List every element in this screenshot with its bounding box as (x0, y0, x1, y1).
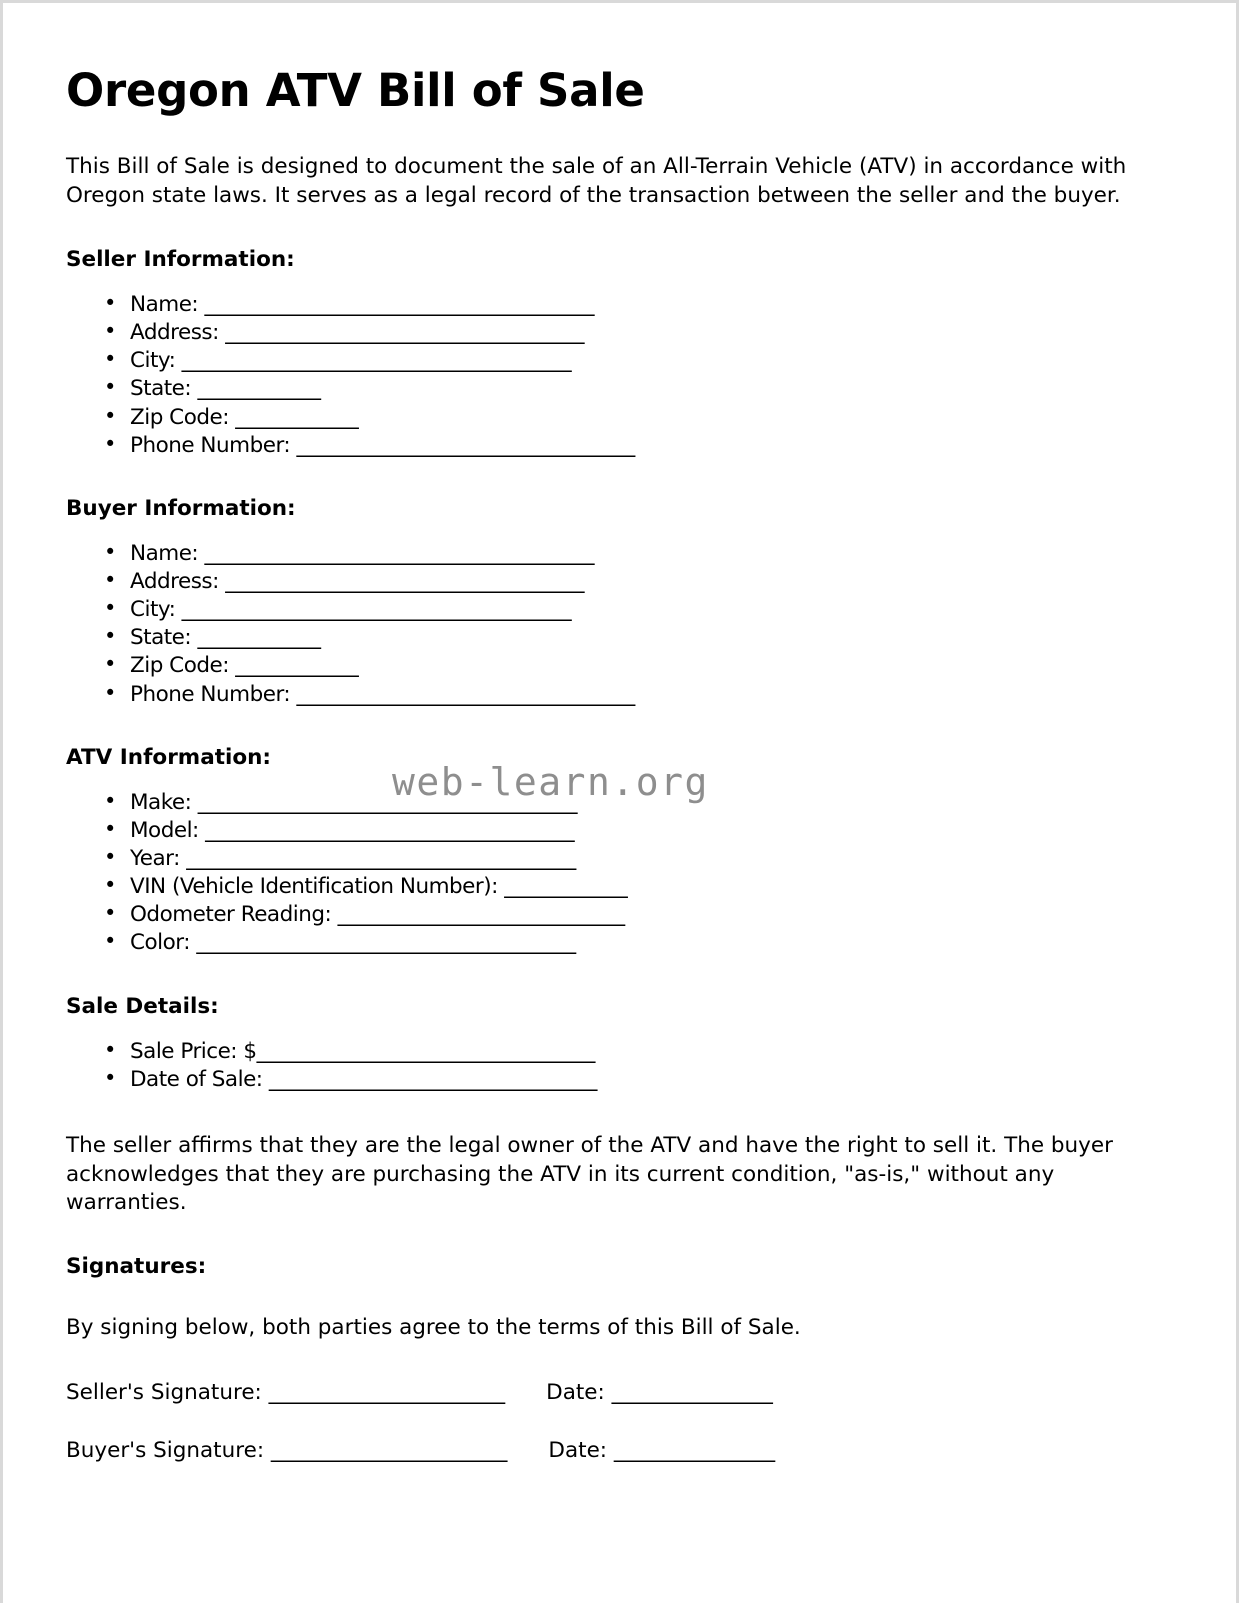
buyer-field-zip: Zip Code: ____________ (130, 653, 359, 679)
buyer-field-name: Name: ______________________________________ (130, 540, 595, 566)
sale-field-price: Sale Price: $_________________________________ (130, 1038, 595, 1064)
list-item (104, 319, 1146, 347)
section-heading-sale-details: Sale Details: (66, 993, 219, 1019)
list-item (104, 291, 1146, 319)
buyer-field-phone: Phone Number: _________________________________ (130, 681, 635, 707)
watermark: web-learn.org (392, 760, 709, 804)
list-item (104, 596, 1146, 624)
buyer-field-address: Address: ___________________________________ (130, 568, 584, 594)
list-item (104, 624, 1146, 652)
list-item (104, 652, 1146, 680)
seller-field-state: State: ____________ (130, 376, 321, 402)
section-heading-seller: Seller Information: (66, 246, 295, 272)
buyer-signature-line: Buyer's Signature: ______________________ Date: _______________ (66, 1437, 776, 1463)
list-item (104, 1066, 1146, 1094)
list-item (104, 432, 1146, 460)
atv-field-make: Make: _____________________________________ (130, 789, 577, 815)
seller-field-list (66, 291, 1146, 460)
seller-field-zip: Zip Code: ____________ (130, 404, 359, 430)
seller-field-city: City: ______________________________________ (130, 348, 572, 374)
page-title: Oregon ATV Bill of Sale (66, 64, 645, 117)
section-heading-signatures: Signatures: (66, 1254, 207, 1280)
atv-field-color: Color: _____________________________________ (130, 930, 576, 956)
atv-field-year: Year: ______________________________________ (130, 845, 576, 871)
page-edge-left (0, 0, 3, 1603)
buyer-field-list (66, 540, 1146, 709)
list-item (104, 929, 1146, 957)
atv-field-model: Model: ____________________________________ (130, 817, 575, 843)
list-item (104, 347, 1146, 375)
list-item (104, 568, 1146, 596)
list-item (104, 873, 1146, 901)
page-edge-top (0, 0, 1239, 3)
list-item (104, 681, 1146, 709)
section-heading-buyer: Buyer Information: (66, 495, 296, 521)
section-heading-atv: ATV Information: (66, 744, 272, 770)
seller-field-name: Name: ______________________________________ (130, 291, 595, 317)
list-item (104, 1038, 1146, 1066)
list-item (104, 375, 1146, 403)
list-item (104, 404, 1146, 432)
list-item (104, 817, 1146, 845)
sale-field-date: Date of Sale: ________________________________ (130, 1066, 597, 1092)
affirmation-paragraph: The seller affirms that they are the legal owner of the ATV and have the right to sell it. The buyer acknowledges that they are purchasing the ATV in its current condition, "as-is," without any warranties. (66, 1132, 1113, 1216)
list-item (104, 845, 1146, 873)
buyer-field-state: State: ____________ (130, 625, 321, 651)
buyer-field-city: City: ______________________________________ (130, 597, 572, 623)
seller-field-address: Address: ___________________________________ (130, 320, 584, 346)
signing-note: By signing below, both parties agree to the terms of this Bill of Sale. (66, 1315, 801, 1341)
intro-paragraph: This Bill of Sale is designed to document the sale of an All-Terrain Vehicle (ATV) in accordance with Oregon state laws. It serves as a legal record of the transaction between the seller and the buyer. (66, 154, 1127, 209)
atv-field-list (66, 789, 1146, 958)
atv-field-vin: VIN (Vehicle Identification Number): ____________ (130, 874, 628, 900)
list-item (104, 901, 1146, 929)
atv-field-odometer: Odometer Reading: ____________________________ (130, 902, 625, 928)
seller-field-phone: Phone Number: _________________________________ (130, 432, 635, 458)
sale-field-list (66, 1038, 1146, 1094)
seller-signature-line: Seller's Signature: ______________________ Date: _______________ (66, 1379, 773, 1405)
list-item (104, 540, 1146, 568)
